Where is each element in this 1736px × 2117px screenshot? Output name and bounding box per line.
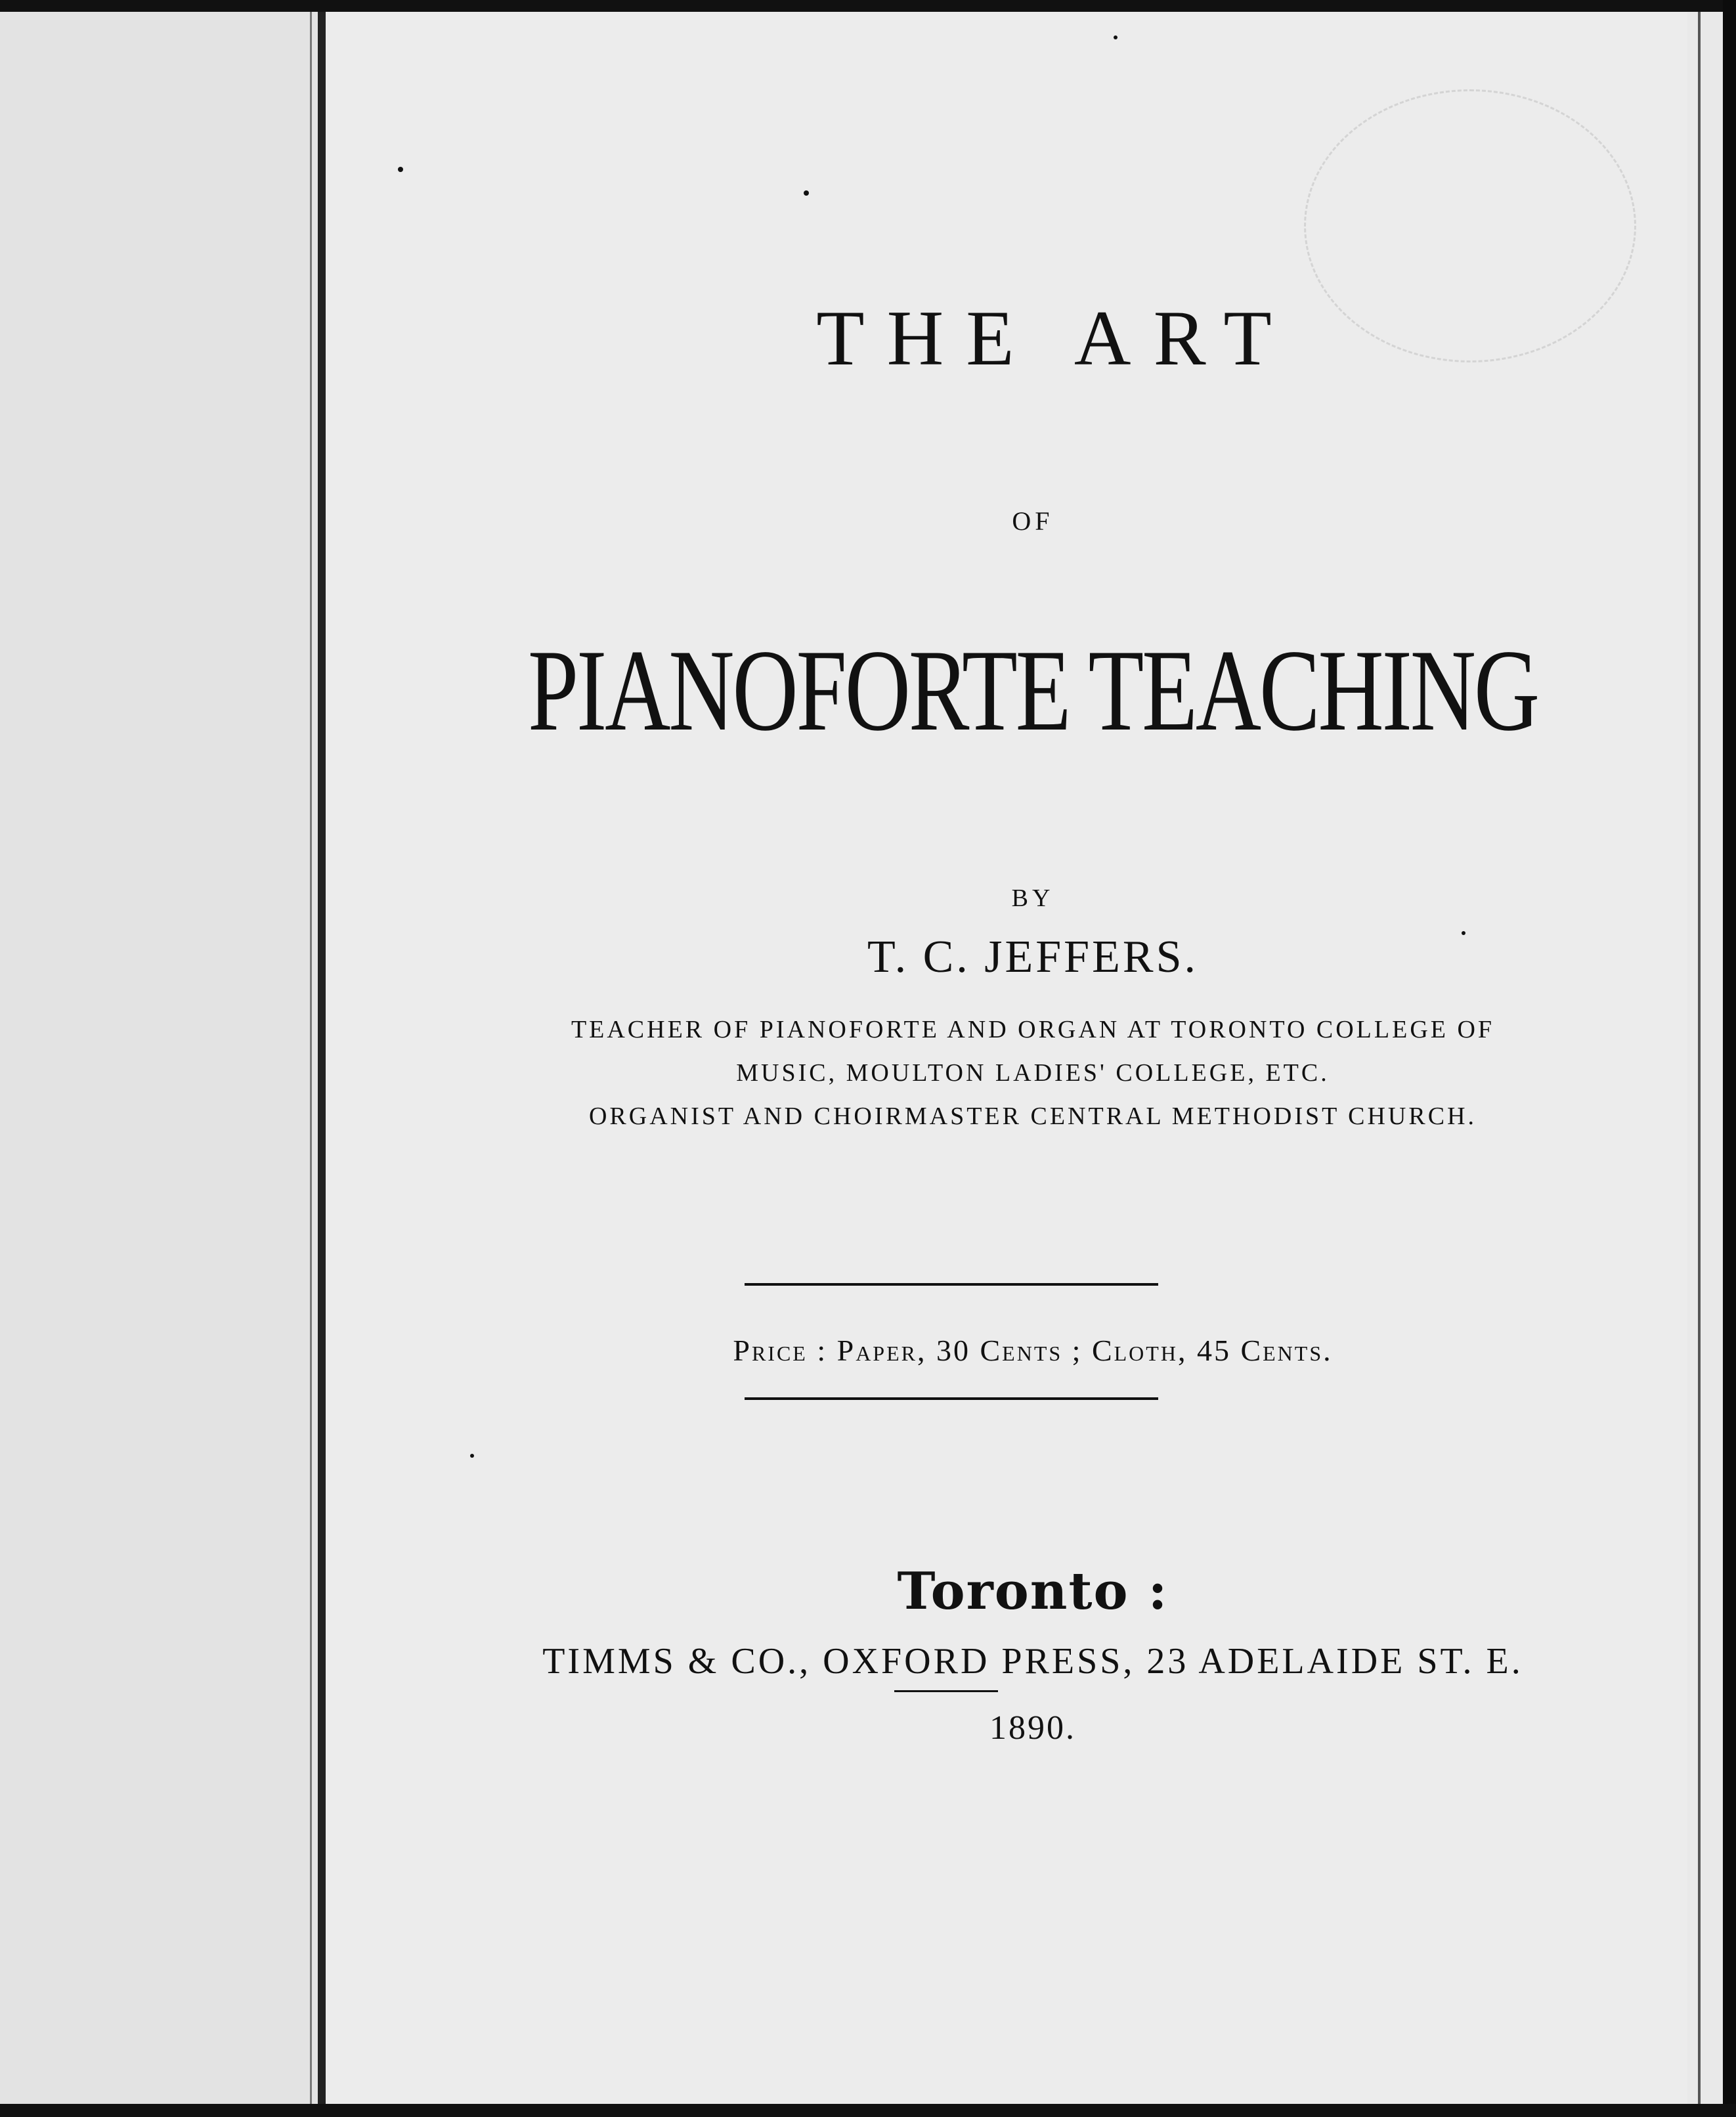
- title-page: [326, 12, 1687, 2104]
- credentials-line-2: MUSIC, MOULTON LADIES' COLLEGE, ETC.: [736, 1059, 1330, 1087]
- imprint-year: 1890.: [989, 1709, 1076, 1747]
- imprint-publisher: TIMMS & CO., OXFORD PRESS, 23 ADELAIDE ST. E.: [542, 1641, 1523, 1682]
- title-connector: OF: [1012, 506, 1054, 536]
- scan-edge-top: [0, 0, 1736, 12]
- scan-speck: [1462, 931, 1465, 935]
- gutter-shadow: [310, 12, 312, 2104]
- price-rule-bottom: [745, 1397, 1158, 1400]
- scan-speck: [398, 167, 403, 172]
- binding-gutter: [318, 12, 326, 2104]
- scan-edge-bottom: [0, 2104, 1736, 2117]
- scan-speck: [470, 1454, 474, 1458]
- scan-speck: [804, 190, 809, 196]
- price-rule-top: [745, 1283, 1158, 1286]
- imprint-city: Toronto :: [897, 1561, 1169, 1621]
- byline-by: BY: [1011, 884, 1054, 912]
- scan-speck: [1114, 35, 1118, 39]
- author-name: T. C. JEFFERS.: [867, 932, 1198, 982]
- credentials-line-3: ORGANIST AND CHOIRMASTER CENTRAL METHODIST CHURCH.: [588, 1102, 1477, 1130]
- credentials-line-1: TEACHER OF PIANOFORTE AND ORGAN AT TORONTO COLLEGE OF: [571, 1016, 1495, 1043]
- imprint-rule: [894, 1690, 998, 1692]
- title-line-1: THE ART: [816, 294, 1294, 382]
- page-edge-line: [1698, 12, 1701, 2104]
- price-line: Price : Paper, 30 Cents ; Cloth, 45 Cents.: [733, 1334, 1333, 1367]
- title-line-2: PIANOFORTE TEACHING: [527, 625, 1538, 755]
- scan-edge-right: [1723, 0, 1736, 2117]
- facing-leaf: [0, 12, 322, 2104]
